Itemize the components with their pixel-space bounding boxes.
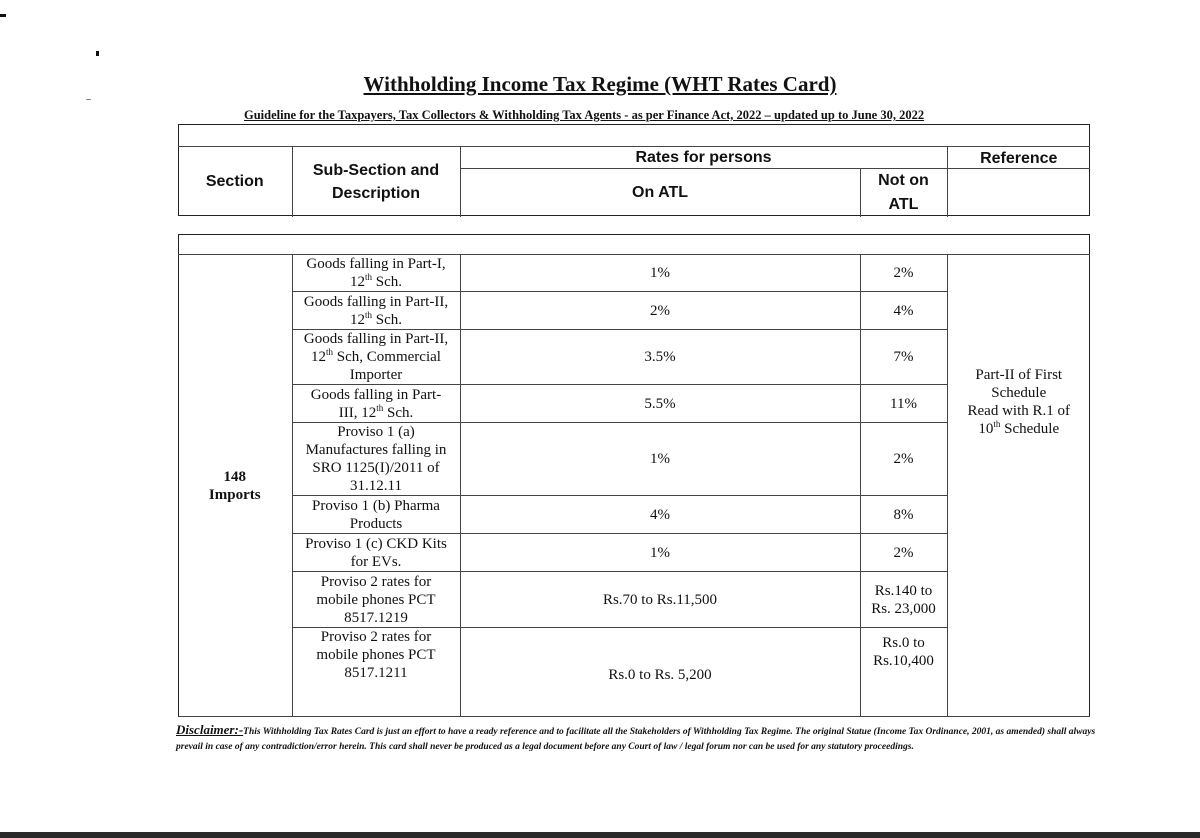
not-atl-cell: 2% (860, 255, 947, 292)
description-cell: Proviso 2 rates for mobile phones PCT 8517.1211 (292, 628, 460, 717)
page-subtitle: Guideline for the Taxpayers, Tax Collectors & Withholding Tax Agents - as per Finance Act, 2022 – updated up to June 30, 2022 (244, 108, 925, 122)
on-atl-cell: Rs.0 to Rs. 5,200 (460, 628, 860, 717)
on-atl-cell: Rs.70 to Rs.11,500 (460, 572, 860, 628)
header-subsection-line2: Description (331, 185, 420, 202)
disclaimer-text: This Withholding Tax Rates Card is just an effort to have a ready reference and to facilitate all the Stakeholders of Withholding Tax Regime. The original Statue (Income Tax Ordinance, 2001, as amended) shall always prevail in case of any contradiction/error herein. This card shall never be produced as a legal document before any Court of law / legal forum nor can be used for any statutory proceedings. (176, 727, 1096, 752)
table-row (178, 255, 1090, 292)
disclaimer-label: Disclaimer:- (176, 722, 244, 737)
section-cell (178, 255, 292, 717)
not-atl-cell: Rs.140 to Rs. 23,000 (860, 572, 947, 628)
description-cell: Proviso 1 (c) CKD Kits for EVs. (292, 534, 460, 572)
header-subsection (292, 147, 460, 218)
reference-line3: Read with R.1 of (967, 402, 1070, 419)
reference-line1: Part-II of First (975, 366, 1063, 383)
on-atl-cell: 5.5% (460, 385, 860, 423)
reference-line2: Schedule (991, 384, 1047, 401)
header-not-on-line2: ATL (888, 196, 919, 213)
page-title: Withholding Income Tax Regime (WHT Rates Card) (363, 72, 837, 96)
header-subsection-line1: Sub-Section and (312, 162, 440, 179)
description-cell: Goods falling in Part-II, 12th Sch. (292, 292, 460, 330)
description-cell: Proviso 2 rates for mobile phones PCT 8517.1219 (292, 572, 460, 628)
not-atl-cell: 11% (860, 385, 947, 423)
scan-mark-corner (0, 14, 6, 17)
header-on-atl: On ATL (460, 169, 860, 218)
not-atl-cell: 8% (860, 496, 947, 534)
header-reference-blank (947, 169, 1090, 218)
on-atl-cell: 1% (460, 534, 860, 572)
rates-table (178, 254, 1090, 717)
not-atl-cell: 2% (860, 534, 947, 572)
header-not-on-line1: Not on (878, 172, 929, 189)
not-atl-cell: 2% (860, 423, 947, 496)
scan-mark-dash (86, 99, 91, 100)
not-atl-cell: 4% (860, 292, 947, 330)
reference-line4: 10th Schedule (978, 418, 1060, 437)
description-cell: Proviso 1 (a) Manufactures falling in SRO 1125(I)/2011 of 31.12.11 (292, 423, 460, 496)
on-atl-cell: 2% (460, 292, 860, 330)
header-rates-for-persons: Rates for persons (460, 147, 947, 169)
description-cell: Proviso 1 (b) Pharma Products (292, 496, 460, 534)
not-atl-cell: 7% (860, 330, 947, 385)
section-number: 148 (223, 468, 246, 485)
on-atl-cell: 1% (460, 255, 860, 292)
header-table (178, 146, 1090, 217)
not-atl-cell: Rs.0 to Rs.10,400 (860, 628, 947, 717)
on-atl-cell: 1% (460, 423, 860, 496)
header-section: Section (178, 147, 292, 218)
on-atl-cell: 4% (460, 496, 860, 534)
description-cell: Goods falling in Part-I, 12th Sch. (292, 255, 460, 292)
on-atl-cell: 3.5% (460, 330, 860, 385)
header-reference: Reference (947, 147, 1090, 169)
scan-mark-dot (96, 51, 99, 56)
header-not-on-atl (860, 169, 947, 218)
section-name: Imports (208, 486, 261, 503)
disclaimer (176, 722, 1096, 755)
description-cell: Goods falling in Part-II, 12th Sch, Commercial Importer (292, 330, 460, 385)
scan-edge (0, 832, 1200, 838)
reference-cell (947, 255, 1090, 717)
description-cell: Goods falling in Part- III, 12th Sch. (292, 385, 460, 423)
